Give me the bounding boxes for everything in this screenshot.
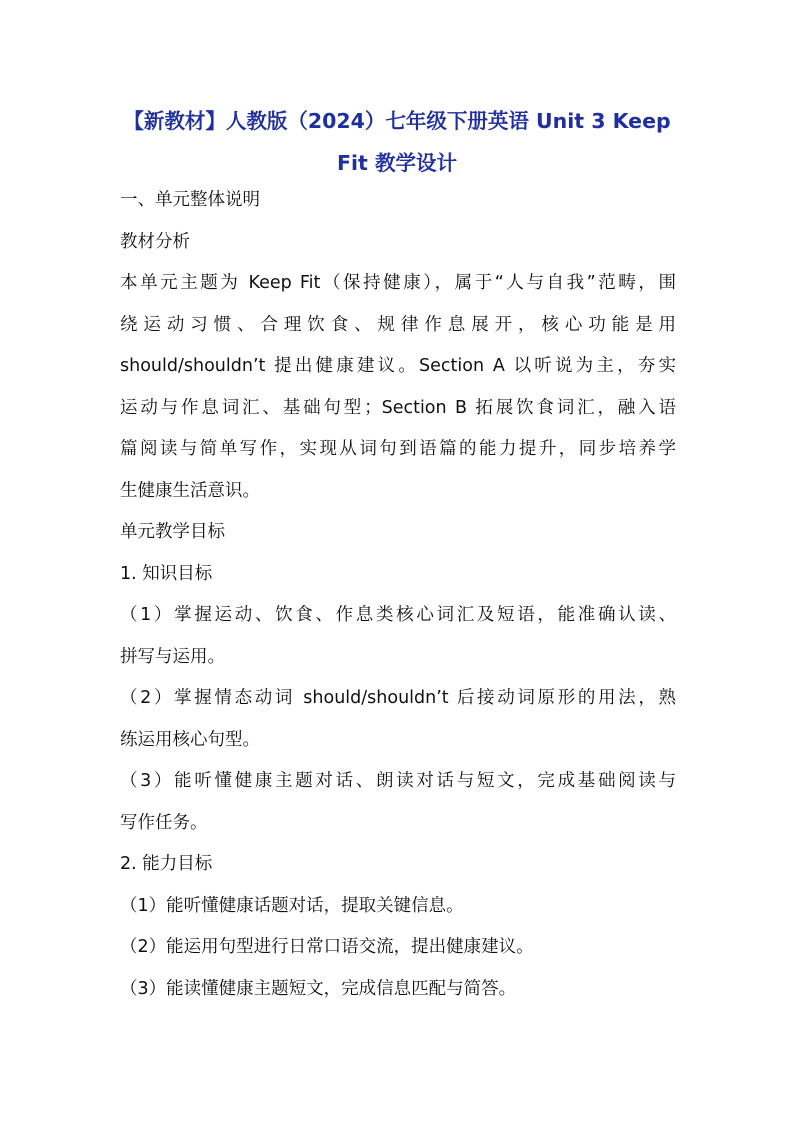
goal-category-heading: 1. 知识目标 <box>120 563 213 584</box>
document-title <box>118 100 676 184</box>
goal-line: （1）掌握运动、饮食、作息类核心词汇及短语，能准确认读、 <box>120 605 676 625</box>
subsection-heading: 单元教学目标 <box>120 522 225 542</box>
goal-line: （3）能读懂健康主题短文，完成信息匹配与简答。 <box>120 978 517 999</box>
goal-line: （2）能运用句型进行日常口语交流，提出健康建议。 <box>120 937 534 957</box>
goal-line: 写作任务。 <box>120 812 208 833</box>
paragraph-line: 本单元主题为 Keep Fit（保持健康），属于“人与自我”范畴，围 <box>120 273 676 293</box>
title-line-1: 【新教材】人教版（2024）七年级下册英语 Unit 3 Keep <box>123 109 671 133</box>
paragraph-line: 绕运动习惯、合理饮食、规律作息展开，核心功能是用 <box>120 314 676 335</box>
goal-line: （2）掌握情态动词 should/shouldn’t 后接动词原形的用法，熟 <box>120 688 676 708</box>
subsection-heading: 教材分析 <box>120 231 190 252</box>
goal-line: 练运用核心句型。 <box>120 729 260 750</box>
paragraph-line: should/shouldn’t 提出健康建议。Section A 以听说为主，夯实 <box>120 356 676 376</box>
paragraph-line: 篇阅读与简单写作，实现从词句到语篇的能力提升，同步培养学 <box>120 439 676 459</box>
paragraph-line: 运动与作息词汇、基础句型；Section B 拓展饮食词汇，融入语 <box>120 397 676 418</box>
goal-line: （1）能听懂健康话题对话，提取关键信息。 <box>120 895 464 916</box>
goal-line: （3）能听懂健康主题对话、朗读对话与短文，完成基础阅读与 <box>120 771 676 791</box>
title-line-2: Fit 教学设计 <box>337 151 457 175</box>
goal-category-heading: 2. 能力目标 <box>120 854 213 874</box>
goal-line: 拼写与运用。 <box>120 646 225 667</box>
paragraph-line: 生健康生活意识。 <box>120 480 260 501</box>
document-body <box>120 180 676 1010</box>
section-heading: 一、单元整体说明 <box>120 190 260 210</box>
